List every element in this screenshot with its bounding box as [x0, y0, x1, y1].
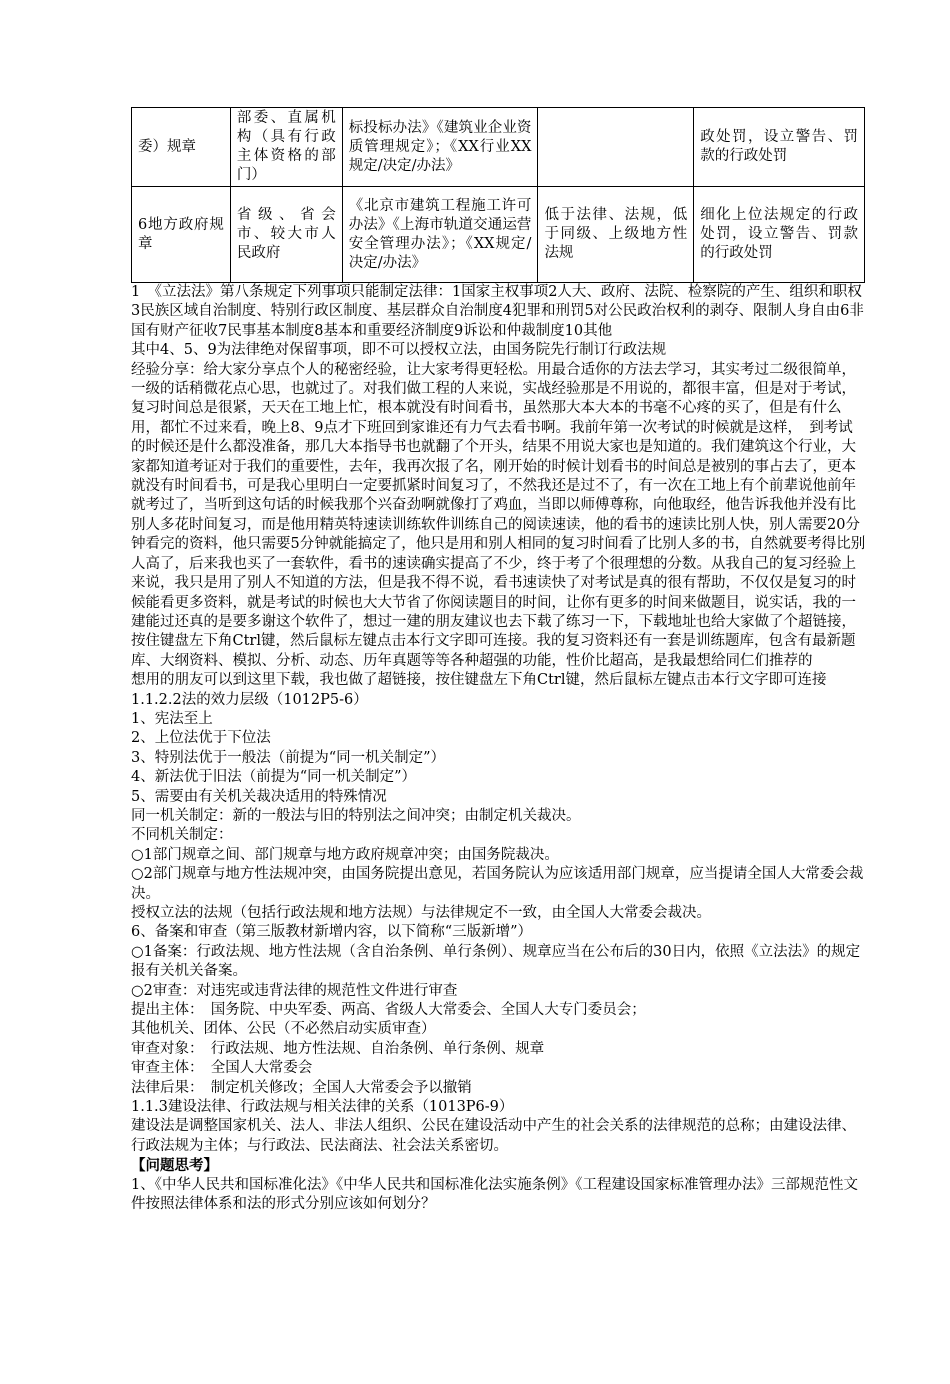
- table-cell: [538, 108, 694, 187]
- table-cell: 部委、直属机构（具有行政主体资格的部门）: [230, 108, 342, 187]
- list-item: 3、特别法优于一般法（前提为“同一机关制定”）: [131, 749, 446, 766]
- paragraph: 提出主体： 国务院、中央军委、两高、省级人大常委会、全国人大专门委员会；: [131, 1002, 646, 1019]
- paragraph: 建设法是调整国家机关、法人、非法人组织、公民在建设活动中产生的社会关系的法律规范的总称；由建设法律、行政法规为主体；与行政法、民法商法、社会法关系密切。: [131, 1118, 856, 1154]
- list-item: 1、宪法至上: [131, 710, 213, 727]
- list-item: 6、备案和审查（第三版教材新增内容，以下简称“三版新增”）: [131, 924, 533, 941]
- table-cell: 细化上位法规定的行政处罚，设立警告、罚款的行政处罚: [694, 187, 865, 283]
- table-cell: 省级、省会市、较大市人民政府: [230, 187, 342, 283]
- document-body: [131, 283, 867, 1215]
- section-heading: 【问题思考】: [131, 1157, 218, 1175]
- paragraph: 审查主体： 全国人大常委会: [131, 1060, 313, 1077]
- list-item: ○1备案：行政法规、地方性法规（含自治条例、单行条例）、规章应当在公布后的30日内，依照《立法法》的规定报有关机关备案。: [131, 943, 861, 980]
- list-item: 2、上位法优于下位法: [131, 730, 271, 747]
- paragraph: 授权立法的法规（包括行政法规和地方法规）与法律规定不一致，由全国人大常委会裁决。: [131, 905, 711, 921]
- list-item: ○2部门规章与地方性法规冲突，由国务院提出意见，若国务院认为应该适用部门规章，应当提请全国人大常委会裁决。: [131, 866, 864, 902]
- paragraph: 审查对象： 行政法规、地方性法规、自治条例、单行条例、规章: [131, 1040, 545, 1057]
- paragraph-reserved-items: 其中4、5、9为法律绝对保留事项，即不可以授权立法，由国务院先行制订行政法规: [131, 342, 667, 359]
- paragraph-experience: 经验分享：给大家分享点个人的秘密经验，让大家考得更轻松。用最合适你的方法去学习，其实考过二级很简单，一级的话稍微花点心思，也就过了。对我们做工程的人来说，实战经验那是不用说的，都很丰富，但是对于考试，复习时间总是很紧，天天在工地上忙，根本就没有时间看书，虽然那大本大本的书毫不心疼的买了，但是有什么用，都忙不过来看，晚上8、9点才下班回到家谁还有力气去看书啊。我前年第一次考试的时候就是这样， 到考试的时候还是什么都没准备，那几大本指导书也就翻了个开头，结果不用说大家也是知道的。我们建筑这个行业，大家都知道考证对于我们的重要性，去年，我再次报了名，刚开始的时候计划看书的时间总是被别的事占去了，更本就没有时间看书，可是我心里明白一定要抓紧时间复习了，不然我还是过不了，有一次在工地上有个前辈说他前年就考过了，当听到这句话的时候我那个兴奋劲啊就像打了鸡血，当即以师傅尊称，向他取经，他告诉我他并没有比别人多花时间复习，而是他用精英特速读训练软件训练自己的阅读速读，他的看书的速读比别人快，别人需要20分钟看完的资料，他只需要5分钟就能搞定了，他只是用和别人相同的复习时间看了比别人多的书，自然就要考得比别人高了，后来我也买了一套软件，看书的速读确实提高了不少，终于考了个很理想的分数。从我自己的复习经验上来说，我只是用了别人不知道的方法，但是我不得不说，看书速读快了对考试是真的很有帮助，不仅仅是复习的时候能看更多资料，就是考试的时候也大大节省了你阅读题目的时间，让你有更多的时间来做题目，说实话，我的一建能过还真的是要多谢这个软件了，想过一建的朋友建议也去下载了练习一下，下载地址也给大家做了个超链接，按住键盘左下角Ctrl键，然后鼠标左键点击本行文字即可连接。我的复习资料还有一套是训练题库，包含有最新题库、大纲资料、模拟、分析、动态、历年真题等等各种超强的功能，性价比超高，是我最想给同仁们推荐的: [131, 361, 866, 669]
- table-row: [132, 187, 865, 283]
- table-row: [132, 108, 865, 187]
- paragraph: 1、《中华人民共和国标准化法》《中华人民共和国标准化法实施条例》《工程建设国家标准管理办法》三部规范性文件按照法律体系和法的形式分别应该如何划分？: [131, 1176, 858, 1213]
- paragraph: 不同机关制定：: [131, 827, 233, 844]
- table-cell: 6地方政府规章: [132, 187, 231, 283]
- table-cell: 《北京市建筑工程施工许可办法》《上海市轨道交通运营安全管理办法》；《XX规定/决定/办法》: [342, 187, 538, 283]
- paragraph: 其他机关、团体、公民（不必然启动实质审查）: [131, 1021, 436, 1038]
- list-item: 4、新法优于旧法（前提为“同一机关制定”）: [131, 769, 417, 786]
- table-cell: 低于法律、法规，低于同级、上级地方性法规: [538, 187, 694, 283]
- table-cell: 标投标办法》《建筑业企业资质管理规定》；《XX行业XX规定/决定/办法》: [342, 108, 538, 187]
- paragraph: 同一机关制定：新的一般法与旧的特别法之间冲突；由制定机关裁决。: [131, 807, 581, 824]
- table-cell: 政处罚，设立警告、罚款的行政处罚: [694, 108, 865, 187]
- list-item: 5、需要由有关机关裁决适用的特殊情况: [131, 788, 387, 805]
- section-heading: 1.1.3建设法律、行政法规与相关法律的关系（1013P6-9）: [131, 1099, 514, 1116]
- table-cell: 委）规章: [132, 108, 231, 187]
- list-item: ○1部门规章之间、部门规章与地方政府规章冲突；由国务院裁决。: [131, 846, 559, 863]
- list-item: ○2审查：对违宪或违背法律的规范性文件进行审查: [131, 982, 458, 999]
- law-forms-table: [131, 107, 865, 283]
- paragraph-legislation-law: 1 《立法法》第八条规定下列事项只能制定法律：1国家主权事项2人大、政府、法院、检察院的产生、组织和职权3民族区域自治制度、特别行政区制度、基层群众自治制度4犯罪和刑罚5对公民政治权利的剥夺、限制人身自由6非国有财产征收7民事基本制度8基本和重要经济制度9诉讼和仲裁制度10其他: [131, 284, 864, 339]
- paragraph: 法律后果： 制定机关修改；全国人大常委会予以撤销: [131, 1079, 472, 1096]
- paragraph-download-link[interactable]: 想用的朋友可以到这里下载，我也做了超链接，按住键盘左下角Ctrl键，然后鼠标左键点击本行文字即可连接: [131, 672, 827, 689]
- section-heading: 1.1.2.2法的效力层级（1012P5-6）: [131, 691, 368, 708]
